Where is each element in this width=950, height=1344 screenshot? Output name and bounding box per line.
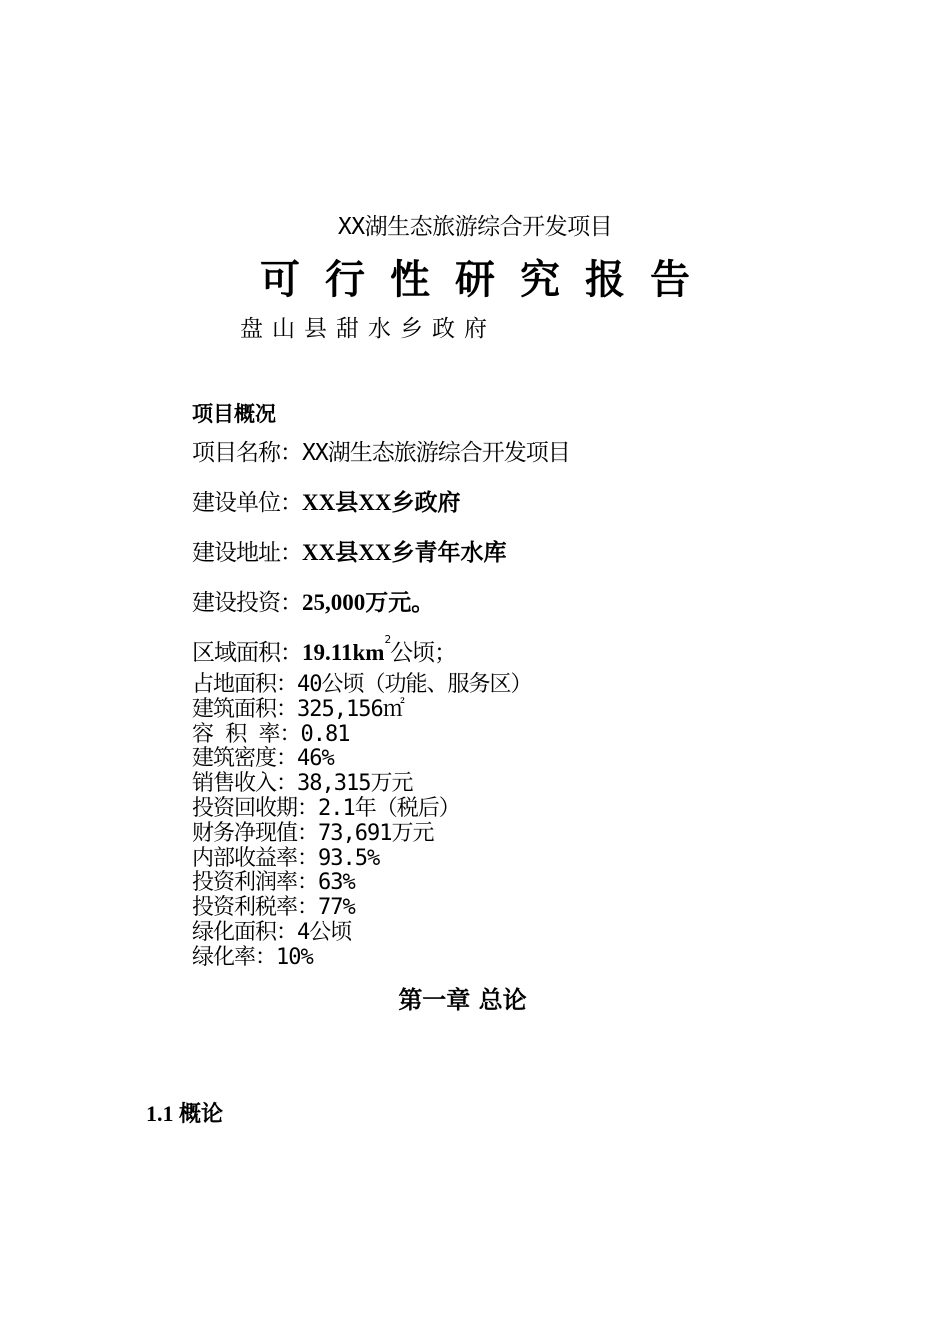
stat-line: 容 积 率：0.81 — [192, 721, 350, 747]
section-title: 1.1 概论 — [146, 1101, 224, 1126]
location-label: 建设地址： — [192, 540, 302, 566]
stat-line: 财务净现值：73,691万元 — [192, 820, 434, 846]
investment-value: 25,000万元。 — [302, 590, 435, 615]
project-name-value: XX湖生态旅游综合开发项目 — [302, 440, 570, 466]
area-label: 区域面积： — [192, 640, 302, 666]
report-subtitle: XX湖生态旅游综合开发项目 — [337, 214, 613, 240]
report-title: 可行性研究报告 — [260, 257, 715, 303]
issuing-authority: 盘山县甜水乡政府 — [240, 316, 496, 342]
builder-value: XX县XX乡政府 — [302, 490, 461, 515]
project-name-label: 项目名称： — [192, 440, 302, 466]
builder-field — [192, 484, 460, 517]
chapter-title: 第一章 总论 — [398, 986, 527, 1014]
location-field — [192, 534, 506, 567]
builder-label: 建设单位： — [192, 490, 302, 516]
area-superscript: 2 — [384, 633, 391, 646]
investment-label: 建设投资： — [192, 590, 302, 616]
investment-field — [192, 584, 434, 617]
stat-line: 绿化率：10% — [192, 944, 313, 970]
stat-line: 建筑密度：46% — [192, 746, 334, 772]
stat-line: 投资回收期：2.1年（税后） — [192, 796, 460, 821]
stat-line: 投资利税率：77% — [192, 895, 355, 921]
area-field — [192, 634, 456, 667]
location-value: XX县XX乡青年水库 — [302, 540, 507, 565]
overview-heading: 项目概况 — [192, 402, 276, 426]
project-name-field — [192, 434, 570, 467]
stat-line: 建筑面积：325,156㎡ — [192, 696, 404, 722]
stat-line: 内部收益率：93.5% — [192, 845, 380, 871]
stat-line: 绿化面积：4公顷 — [192, 920, 352, 945]
area-unit: 公顷； — [390, 640, 457, 666]
stat-line: 投资利润率：63% — [192, 870, 355, 896]
area-value: 19.11km — [302, 640, 385, 665]
stat-line: 销售收入：38,315万元 — [192, 771, 413, 797]
stat-line: 占地面积：40公顷（功能、服务区） — [192, 672, 532, 697]
